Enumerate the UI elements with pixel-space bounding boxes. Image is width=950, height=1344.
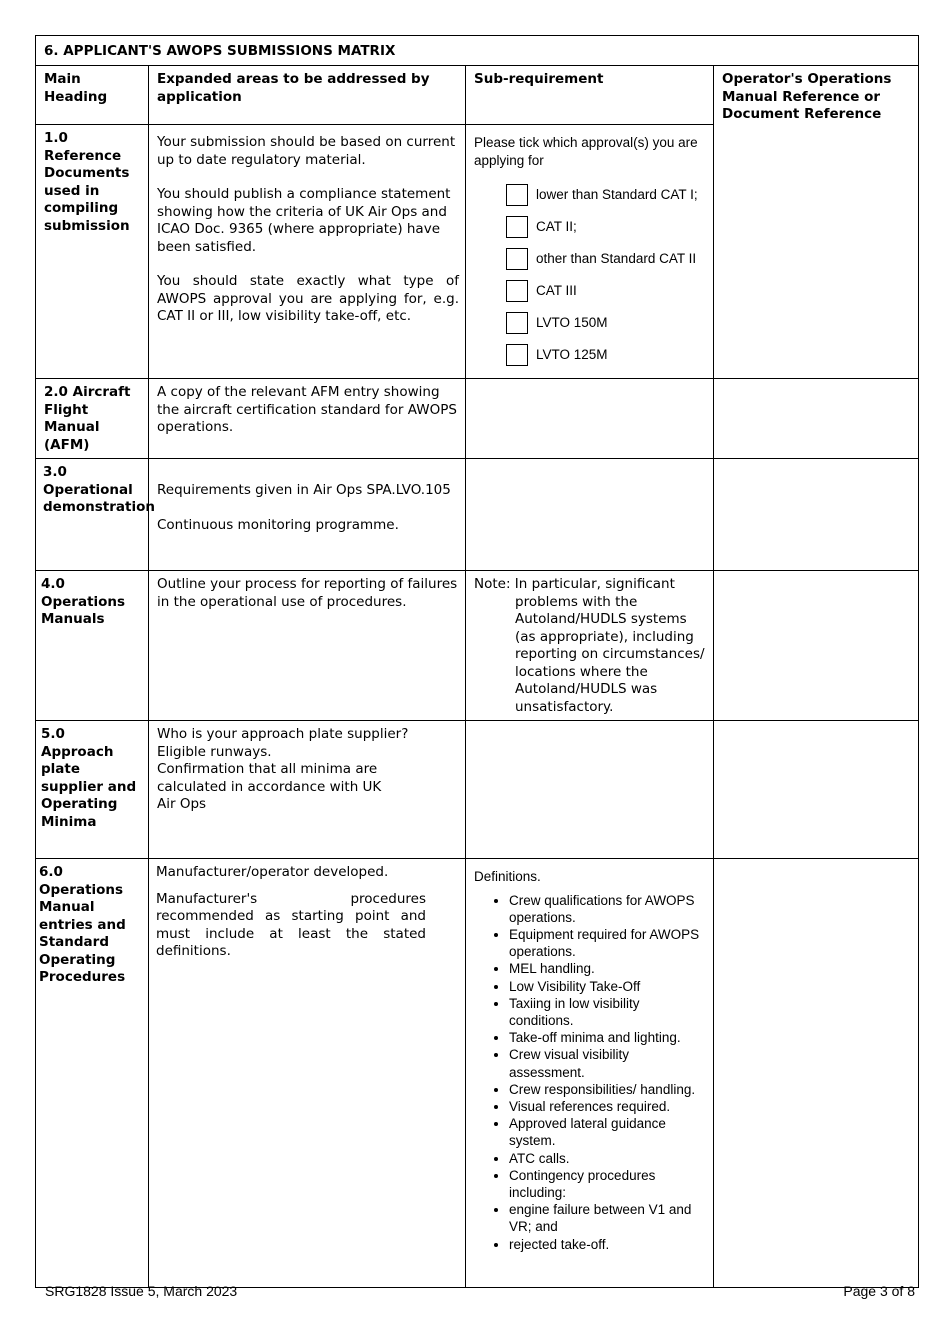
expanded-text: Confirmation that all minima are calculated in accordance with UK Air Ops [157, 761, 382, 812]
expanded-text: Outline your process for reporting of failures in the operational use of procedures. [157, 576, 458, 610]
table-row [36, 571, 919, 721]
main-heading-3: 3.0 Operational demonstration [36, 459, 149, 571]
expanded-text: Your submission should be based on current up to date regulatory material. [157, 134, 456, 168]
main-heading-5: 5.0 Approach plate supplier and Operating Minima [36, 721, 149, 859]
expanded-cell-3 [149, 459, 466, 571]
section-title: 6. APPLICANT'S AWOPS SUBMISSIONS MATRIX [36, 36, 919, 66]
expanded-text: You should publish a compliance statement showing how the criteria of UK Air Ops and ICAO Doc. 9365 (where appropriate) have been satisfied. [157, 186, 451, 255]
list-item: • Equipment required for AWOPS operations. [509, 926, 707, 960]
sub-requirement-cell-5 [466, 721, 714, 859]
expanded-cell-4 [149, 571, 466, 721]
list-item: • Taxiing in low visibility conditions. [509, 995, 707, 1029]
main-heading-1: 1.0 Reference Documents used in compiling submission [36, 125, 149, 379]
expanded-text: Continuous monitoring programme. [157, 516, 399, 533]
approval-tick-list [506, 179, 707, 371]
expanded-text: Requirements given in Air Ops SPA.LVO.105 [157, 482, 451, 498]
reference-cell-6[interactable] [714, 859, 919, 1288]
submissions-matrix-table [35, 35, 919, 1288]
header-sub-requirement: Sub-requirement [466, 66, 714, 125]
tick-option-label: other than Standard CAT II [536, 251, 697, 267]
reference-cell-5[interactable] [714, 721, 919, 859]
expanded-cell-1 [149, 125, 466, 379]
list-item: • Take-off minima and lighting. [509, 1029, 707, 1046]
tick-option [506, 179, 707, 211]
tick-option [506, 211, 707, 243]
table-row [36, 859, 919, 1288]
approval-checkbox[interactable] [506, 216, 528, 238]
expanded-cell-2 [149, 379, 466, 459]
reference-cell-3[interactable] [714, 459, 919, 571]
header-expanded-areas: Expanded areas to be addressed by application [149, 66, 466, 125]
list-item: • Contingency procedures including: [509, 1167, 707, 1201]
awops-matrix-page [35, 35, 918, 1288]
expanded-text: Manufacturer/operator developed. [156, 864, 389, 880]
main-heading-6: 6.0 Operations Manual entries and Standard Operating Procedures [36, 859, 149, 1288]
list-item: • Crew responsibilities/ handling. [509, 1081, 707, 1098]
approval-checkbox[interactable] [506, 248, 528, 270]
tick-option-label: LVTO 125M [536, 347, 608, 363]
header-main-heading: Main Heading [36, 66, 149, 125]
sub-requirement-cell-6 [466, 859, 714, 1288]
header-operator-reference: Operator's Operations Manual Reference or Document Reference [714, 66, 919, 379]
tick-instructions: Please tick which approval(s) you are applying for [474, 135, 698, 168]
sub-requirement-cell-1 [466, 125, 714, 379]
main-heading-4: 4.0 Operations Manuals [36, 571, 149, 721]
table-row [36, 721, 919, 859]
list-item: • ATC calls. [509, 1150, 707, 1167]
list-item: • Crew visual visibility assessment. [509, 1046, 707, 1080]
approval-checkbox[interactable] [506, 184, 528, 206]
expanded-text: Eligible runways. [157, 743, 272, 760]
table-row [36, 379, 919, 459]
tick-option [506, 307, 707, 339]
tick-option [506, 339, 707, 371]
tick-option-label: CAT III [536, 283, 577, 299]
expanded-cell-5 [149, 721, 466, 859]
list-item: • Crew qualifications for AWOPS operations. [509, 892, 707, 926]
list-item: • rejected take-off. [509, 1236, 707, 1253]
tick-option-label: LVTO 150M [536, 315, 608, 331]
header-row [36, 66, 919, 125]
expanded-text: Manufacturer's procedures recommended as starting point and must include at least the stated definitions. [156, 890, 426, 959]
expanded-cell-6 [149, 859, 466, 1288]
list-item: • MEL handling. [509, 960, 707, 977]
expanded-text: A copy of the relevant AFM entry showing the aircraft certification standard for AWOPS operations. [157, 384, 457, 435]
approval-checkbox[interactable] [506, 280, 528, 302]
list-item: • Low Visibility Take-Off [509, 978, 707, 995]
tick-option [506, 243, 707, 275]
table-row [36, 459, 919, 571]
reference-cell-2[interactable] [714, 379, 919, 459]
approval-checkbox[interactable] [506, 312, 528, 334]
list-item: • Approved lateral guidance system. [509, 1115, 707, 1149]
expanded-text: You should state exactly what type of AWOPS approval you are applying for, e.g. CAT II or III, low visibility take-off, etc. [157, 273, 459, 324]
list-item: • engine failure between V1 and VR; and [509, 1201, 707, 1235]
reference-cell-4[interactable] [714, 571, 919, 721]
approval-checkbox[interactable] [506, 344, 528, 366]
sub-requirement-cell-2 [466, 379, 714, 459]
sub-requirement-note: Note: In particular, significant problems with the Autoland/HUDLS systems (as appropriate), including reporting on circumstances/ locations where the Autoland/HUDLS was unsatisfactory. [474, 576, 705, 715]
definitions-list [474, 892, 707, 1253]
tick-option [506, 275, 707, 307]
sub-requirement-cell-4 [466, 571, 714, 721]
list-item: • Visual references required. [509, 1098, 707, 1115]
page-number: Page 3 of 8 [843, 1283, 915, 1299]
definitions-heading: Definitions. [474, 869, 541, 884]
tick-option-label: lower than Standard CAT I; [536, 187, 698, 203]
expanded-text: Who is your approach plate supplier? [157, 726, 409, 742]
document-reference: SRG1828 Issue 5, March 2023 [45, 1283, 238, 1299]
sub-requirement-cell-3 [466, 459, 714, 571]
main-heading-2: 2.0 Aircraft Flight Manual (AFM) [36, 379, 149, 459]
tick-option-label: CAT II; [536, 219, 577, 235]
